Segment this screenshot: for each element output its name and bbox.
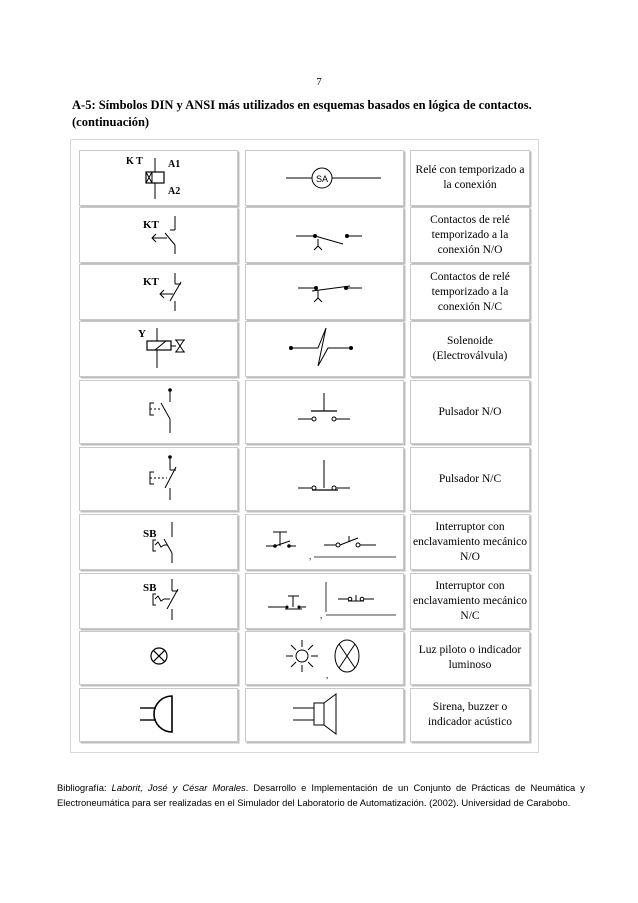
- timed-contact-nc-din-drawing: [80, 265, 237, 319]
- description-timed-contact-nc: Contactos de relé temporizado a la conexión N/C: [410, 264, 530, 320]
- footer-authors: Laborit, José y César Morales: [111, 782, 246, 793]
- relay-timer-din-drawing: [80, 151, 237, 205]
- ansi-symbol-relay-timer: [245, 150, 404, 206]
- din-symbol-pushbutton-no: [79, 380, 238, 444]
- page-number: 7: [316, 76, 322, 88]
- pushbutton-no-din-drawing: [80, 381, 237, 443]
- latching-switch-no-ansi-drawing: [246, 515, 403, 569]
- label-a1: A1: [168, 159, 181, 170]
- description-latching-switch-nc: Interruptor con enclavamiento mecánico N/C: [410, 573, 530, 629]
- din-symbol-siren: [79, 688, 238, 742]
- ansi-symbol-latching-switch-nc: [245, 573, 404, 629]
- ansi-symbol-siren: [245, 688, 404, 742]
- siren-din-drawing: [80, 689, 237, 741]
- bibliography-footer: [57, 780, 585, 810]
- din-symbol-timed-contact-no: [79, 207, 238, 263]
- label-kt-nc: KT: [143, 276, 159, 288]
- description-pilot-light: Luz piloto o indicador luminoso: [410, 631, 530, 685]
- ansi-separator-light: ,: [326, 670, 329, 680]
- din-symbol-pushbutton-nc: [79, 447, 238, 511]
- description-pushbutton-no: Pulsador N/O: [410, 380, 530, 444]
- din-symbol-pilot-light: [79, 631, 238, 685]
- din-symbol-solenoid: [79, 321, 238, 377]
- ansi-symbol-timed-contact-nc: [245, 264, 404, 320]
- label-kt-no: KT: [143, 219, 159, 231]
- pilot-light-din-drawing: [80, 632, 237, 684]
- timed-contact-nc-ansi-drawing: [246, 265, 403, 319]
- pushbutton-nc-ansi-drawing: [246, 448, 403, 510]
- pushbutton-nc-din-drawing: [80, 448, 237, 510]
- description-siren: Sirena, buzzer o indicador acústico: [410, 688, 530, 742]
- footer-prefix: Bibliografía:: [57, 782, 112, 793]
- siren-ansi-drawing: [246, 689, 403, 741]
- description-relay-timer: Relé con temporizado a la conexión: [410, 150, 530, 206]
- heading-line-2: (continuación): [72, 115, 150, 129]
- description-pushbutton-nc: Pulsador N/C: [410, 447, 530, 511]
- ansi-symbol-pushbutton-no: [245, 380, 404, 444]
- din-symbol-latching-switch-nc: [79, 573, 238, 629]
- footer-text: . Desarrollo e Implementación de un Conjunto de Prácticas de Neumática y Electroneumática para ser realizadas en el Simulador del Laboratorio de Automatización. (2002). Universidad de Carabobo.: [57, 782, 585, 808]
- description-timed-contact-no: Contactos de relé temporizado a la conexión N/O: [410, 207, 530, 263]
- timed-contact-no-din-drawing: [80, 208, 237, 262]
- heading-line-1: A-5: Símbolos DIN y ANSI más utilizados en esquemas basados en lógica de contactos.: [72, 98, 532, 112]
- description-latching-switch-no: Interruptor con enclavamiento mecánico N/O: [410, 514, 530, 570]
- ansi-separator-nc: ,: [320, 610, 323, 620]
- label-sa: SA: [315, 174, 329, 184]
- latching-switch-no-din-drawing: [80, 515, 237, 569]
- label-y: Y: [138, 328, 146, 340]
- section-heading: [72, 97, 572, 131]
- ansi-symbol-solenoid: [245, 321, 404, 377]
- timed-contact-no-ansi-drawing: [246, 208, 403, 262]
- solenoid-din-drawing: [80, 322, 237, 376]
- ansi-separator-no: ,: [309, 551, 312, 561]
- latching-switch-nc-ansi-drawing: [246, 574, 403, 628]
- din-symbol-relay-timer: [79, 150, 238, 206]
- pilot-light-ansi-drawing: [246, 632, 403, 684]
- pushbutton-no-ansi-drawing: [246, 381, 403, 443]
- label-sb-no: SB: [143, 528, 157, 540]
- solenoid-ansi-drawing: [246, 322, 403, 376]
- ansi-symbol-timed-contact-no: [245, 207, 404, 263]
- label-kt: K T: [126, 156, 143, 167]
- label-a2: A2: [168, 186, 181, 197]
- din-symbol-timed-contact-nc: [79, 264, 238, 320]
- ansi-symbol-pushbutton-nc: [245, 447, 404, 511]
- ansi-symbol-pilot-light: [245, 631, 404, 685]
- latching-switch-nc-din-drawing: [80, 574, 237, 628]
- relay-timer-ansi-drawing: [246, 151, 403, 205]
- label-sb-nc: SB: [143, 582, 157, 594]
- description-solenoid: Solenoide (Electroválvula): [410, 321, 530, 377]
- din-symbol-latching-switch-no: [79, 514, 238, 570]
- ansi-symbol-latching-switch-no: [245, 514, 404, 570]
